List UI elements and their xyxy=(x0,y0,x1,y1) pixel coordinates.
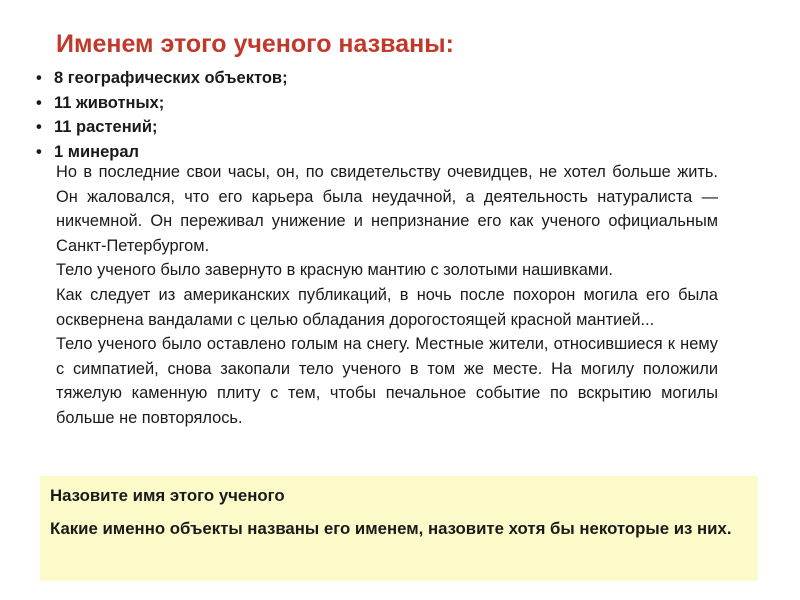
fact-animals: 11 животных; xyxy=(54,93,165,112)
facts-list xyxy=(30,66,288,164)
story-text xyxy=(56,160,718,431)
list-item xyxy=(30,91,288,116)
paragraph-vandals: Как следует из американских публикаций, в ночь после похорон могила его была осквернена вандалами с целью обладания дорогостоящей красной мантией... xyxy=(56,285,718,329)
list-item xyxy=(30,115,288,140)
bullet-icon: • xyxy=(36,142,42,161)
bullet-icon: • xyxy=(36,93,42,112)
page-title: Именем этого ученого названы: xyxy=(56,30,454,58)
question-named-objects: Какие именно объекты названы его именем, назовите хотя бы некоторые из них. xyxy=(50,518,732,538)
fact-plants: 11 растений; xyxy=(54,118,158,136)
paragraph-reburial: Тело ученого было оставлено голым на снегу. Местные жители, относившиеся к нему с симпатией, снова закопали тело ученого в том же месте. На могилу положили тяжелую каменную плиту с тем, чтобы печальное событие по вскрытию могилы больше не повторялось. xyxy=(56,335,718,427)
paragraph-last-hours: Но в последние свои часы, он, по свидетельству очевидцев, не хотел больше жить. Он жаловался, что его карьера была неудачной, а деятельность натуралиста — никчемной. Он переживал унижение и непризнание его как ученого официальным Санкт-Петербургом. xyxy=(56,163,718,255)
list-item xyxy=(30,66,288,91)
bullet-icon: • xyxy=(36,69,42,87)
question-panel xyxy=(40,476,758,581)
fact-mineral: 1 минерал xyxy=(54,142,139,161)
paragraph-red-mantle: Тело ученого было завернуто в красную мантию с золотыми нашивками. xyxy=(56,261,613,280)
bullet-icon: • xyxy=(36,118,42,136)
fact-geographic-objects: 8 географических объектов; xyxy=(54,69,288,87)
question-name-scientist: Назовите имя этого ученого xyxy=(50,486,285,505)
